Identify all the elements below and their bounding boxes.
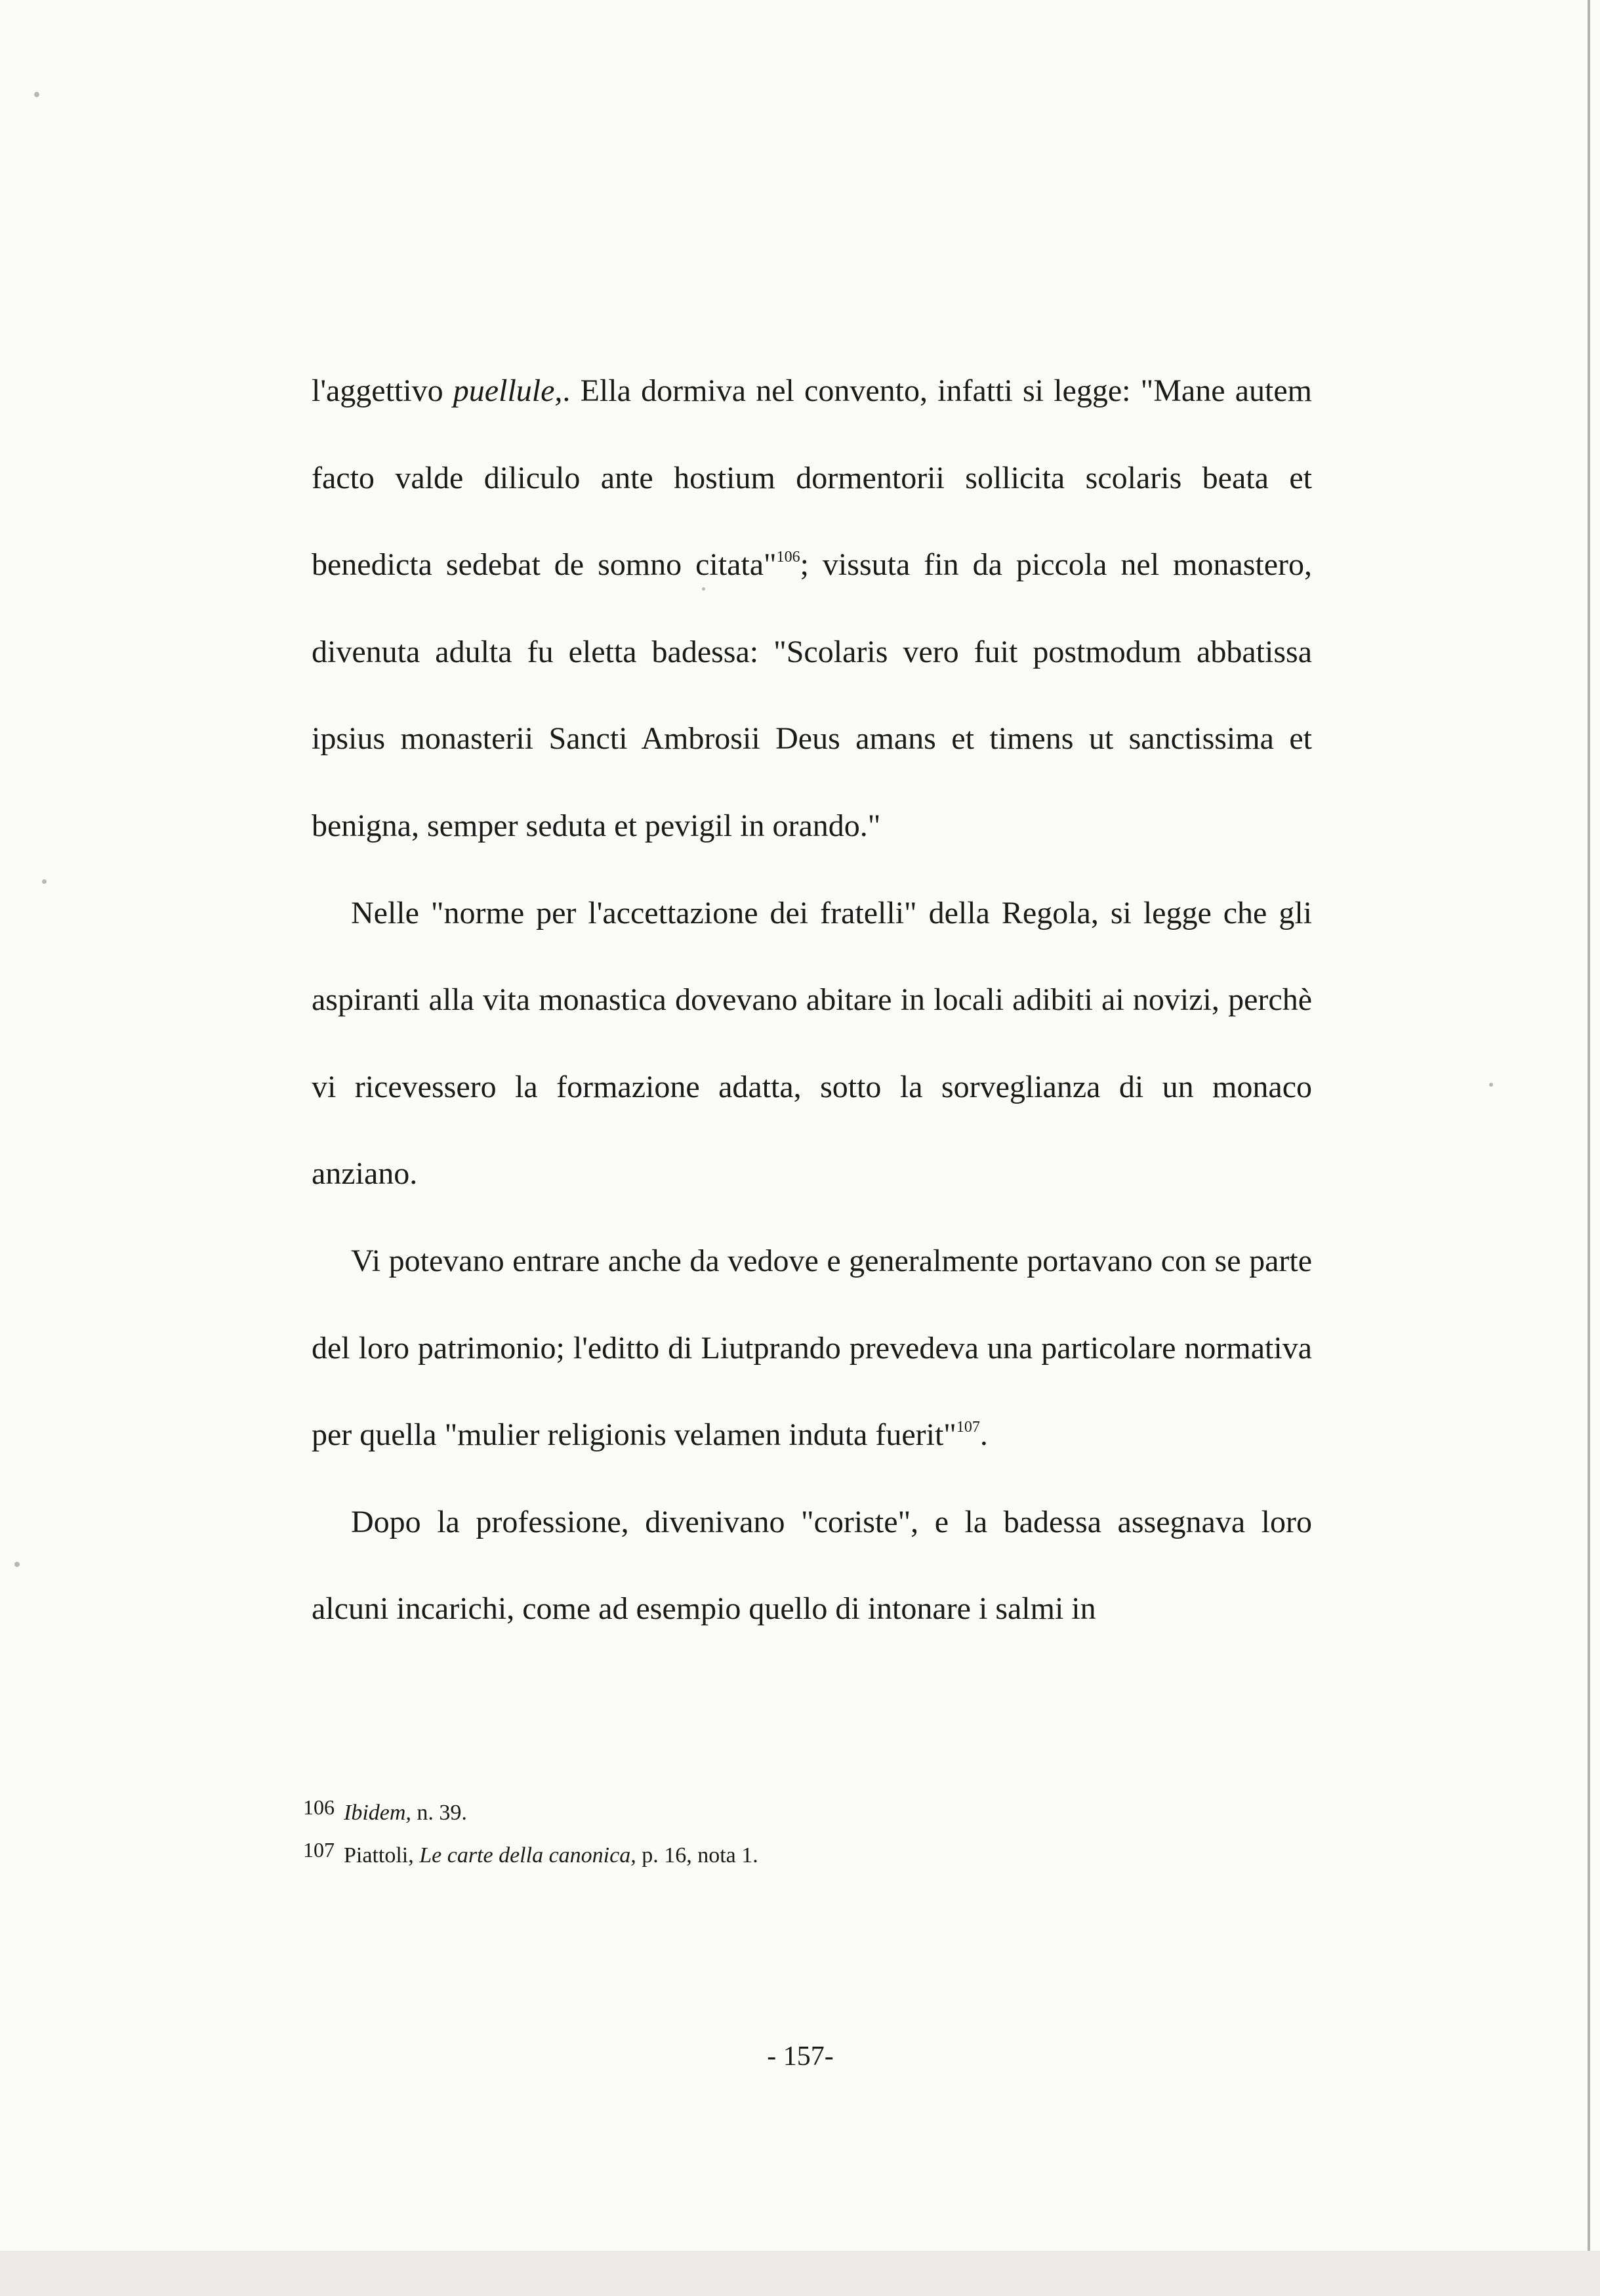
footnote-ref-106[interactable]: 106 (776, 549, 800, 566)
paragraph-3-part-1: Vi potevano entrare anche da vedove e generalmente portavano con se parte del loro patrimonio; l'editto di Liutprando prevedeva una particolare normativa per quella "mulier religionis velamen induta fuerit" (312, 1243, 1312, 1453)
scan-speck (1489, 1083, 1493, 1087)
footnote-italic: Le carte della canonica, (419, 1843, 636, 1868)
main-text (312, 348, 1312, 1653)
paragraph-2: Nelle "norme per l'accettazione dei fratelli" della Regola, si legge che gli aspiranti alla vita monastica dovevano abitare in locali adibiti ai novizi, perchè vi ricevessero la formazione adatta, sotto la sorveglianza di un monaco anziano. (312, 895, 1312, 1192)
footnote-text: p. 16, nota 1. (636, 1843, 758, 1868)
paragraph-1-part-3: ; vissuta fin da piccola nel monastero, divenuta adulta fu eletta badessa: "Scolaris vero fuit postmodum abbatissa ipsius monasterii Sancti Ambrosii Deus amans et timens ut sanctissima et benigna, semper seduta et pevigil in orando." (312, 547, 1313, 843)
footnotes (303, 1789, 1313, 1874)
paragraph-4: Dopo la professione, divenivano "coriste", e la badessa assegnava loro alcuni incarichi, come ad esempio quello di intonare i salmi in (312, 1504, 1312, 1627)
footnote-author: Piattoli, (344, 1843, 420, 1868)
footnote-text: n. 39. (411, 1801, 467, 1825)
footnote-107 (303, 1831, 1313, 1874)
footnote-italic: Ibidem, (344, 1801, 411, 1825)
scan-speck (42, 879, 47, 884)
scan-speck (14, 1562, 20, 1567)
paragraph-1-part-1: l'aggettivo (312, 373, 453, 408)
paragraph-3-part-2: . (979, 1417, 988, 1453)
paragraph-1-part-2: . Ella dormiva nel convento, infatti si legge: "Mane autem facto valde diliculo ante hostium dormentorii sollicita scolaris beata et benedicta sedebat de somno citata" (312, 373, 1313, 583)
italic-term: puellule, (453, 373, 563, 408)
page-edge-shadow (1588, 0, 1590, 2251)
paragraph-3 (312, 1218, 1312, 1479)
scan-margin-bottom (0, 2251, 1600, 2296)
footnote-106 (303, 1789, 1313, 1831)
footnote-ref-107[interactable]: 107 (956, 1419, 980, 1436)
scan-speck (34, 92, 39, 97)
footnote-number: 106 (303, 1795, 335, 1819)
paragraph-1 (312, 348, 1312, 870)
page-number: - 157- (767, 2041, 834, 2072)
footnote-number: 107 (303, 1838, 335, 1862)
